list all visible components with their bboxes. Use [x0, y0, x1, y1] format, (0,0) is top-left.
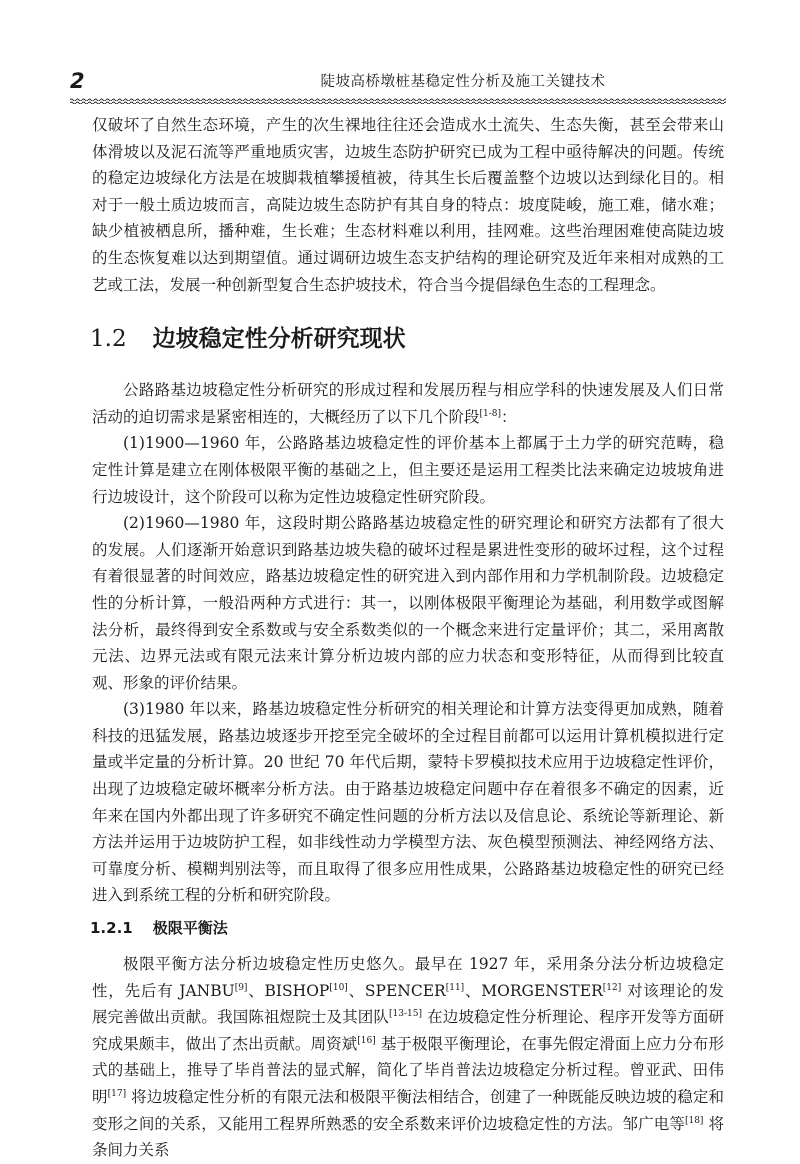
paragraph-limit-equilibrium [92, 951, 724, 1164]
text-segment: 将条间力关系 [92, 1114, 724, 1160]
citation-ref: [11] [445, 982, 465, 993]
page-number: 2 [70, 69, 85, 93]
text-segment: 极限平衡方法分析边坡稳定性历史悠久。最早在 1927 年，采用条分法分析边坡稳定性，先后有 JANBU [92, 955, 724, 1000]
citation-ref: [1-8] [479, 408, 502, 419]
text-segment: 、SPENCER [347, 981, 446, 1000]
header-wavy-rule [70, 98, 726, 104]
running-title: 陡坡高桥墩桩基稳定性分析及施工关键技术 [320, 74, 606, 90]
subsection-number: 1.2.1 [90, 919, 133, 938]
paragraph-ecology: 仅破坏了自然生态环境，产生的次生裸地往往还会造成水土流失、生态失衡，甚至会带来山体滑坡以及泥石流等严重地质灾害，边坡生态防护研究已成为工程中亟待解决的问题。传统的稳定边坡绿化方法是在坡脚栽植攀援植被，待其生长后覆盖整个边坡以达到绿化目的。相对于一般土质边坡而言，高陡边坡生态防护有其自身的特点：坡度陡峻，施工难，储水难；缺少植被栖息所，播种难，生长难；生态材料难以利用，挂网难。这些治理困难使高陡边坡的生态恢复难以达到期望值。通过调研边坡生态支护结构的理论研究及近年来相对成熟的工艺或工法，发展一种创新型复合生态护坡技术，符合当今提倡绿色生态的工程理念。 [92, 116, 724, 294]
text-segment: 、BISHOP [247, 981, 330, 1000]
paragraph-stage-2: (2)1960—1980 年，这段时期公路路基边坡稳定性的研究理论和研究方法都有了很大的发展。人们逐渐开始意识到路基边坡失稳的破坏过程是累进性变形的破坏过程，这个过程有着很显著的时间效应，路基边坡稳定性的研究进入到内部作用和力学机制阶段。边坡稳定性的分析计算，一般沿两种方式进行：其一，以刚体极限平衡理论为基础，利用数学或图解法分析，最终得到安全系数或与安全系数类似的一个概念来进行定量评价；其二，采用离散元法、边界元法或有限元法来计算分析边坡内部的应力状态和变形特征，从而得到比较直观、形象的评价结果。 [92, 514, 724, 692]
text-segment: 基于极限平衡理论，在事先假定滑面上应力分布形式的基础上，推导了毕肖普法的显式解，简化了毕肖普法边坡稳定分析过程。曾亚武、田伟明 [92, 1034, 724, 1106]
page-header [70, 68, 726, 98]
section-heading-1-2 [90, 315, 724, 363]
text-segment: 对该理论的发展完善做出贡献。我国陈祖煜院士及其团队 [92, 981, 725, 1027]
paragraph-intro [92, 377, 724, 430]
body-content [92, 112, 724, 1164]
section-number: 1.2 [90, 326, 127, 353]
citation-ref: [10] [329, 982, 348, 993]
text-segment: 在边坡稳定性分析理论、程序开发等方面研究成果颇丰，做出了杰出贡献。周资斌 [92, 1008, 724, 1053]
citation-ref: [18] [684, 1115, 704, 1126]
section-title: 边坡稳定性分析研究现状 [152, 325, 406, 353]
subsection-title: 极限平衡法 [152, 919, 228, 938]
citation-ref: [17] [107, 1089, 127, 1099]
paragraph-intro-end: ： [501, 407, 517, 426]
subsection-heading-1-2-1 [90, 913, 724, 943]
paragraph-stage-1: (1)1900—1960 年，公路路基边坡稳定性的评价基本上都属于土力学的研究范畴，稳定性计算是建立在刚体极限平衡的基础之上，但主要还是运用工程类比法来确定边坡坡角进行边坡设计，这个阶段可以称为定性边坡稳定性研究阶段。 [92, 434, 724, 506]
text-segment: 将边坡稳定性分析的有限元法和极限平衡法相结合，创建了一种既能反映边坡的稳定和变形之间的关系，又能用工程界所熟悉的安全系数来评价边坡稳定性的方法。邹广电等 [92, 1088, 724, 1133]
citation-ref: [16] [357, 1035, 376, 1046]
citation-ref: [13-15] [389, 1009, 423, 1020]
citation-ref: [9] [234, 982, 248, 993]
paragraph-intro-text: 公路路基边坡稳定性分析研究的形成过程和发展历程与相应学科的快速发展及人们日常活动的迫切需求是紧密相连的，大概经历了以下几个阶段 [92, 381, 724, 426]
text-segment: 、MORGENSTER [464, 981, 603, 1000]
citation-ref: [12] [602, 982, 622, 993]
paragraph-stage-3: (3)1980 年以来，路基边坡稳定性分析研究的相关理论和计算方法变得更加成熟，随着科技的迅猛发展，路基边坡逐步开挖至完全破坏的全过程目前都可以运用计算机模拟进行定量或半定量的分析计算。20 世纪 70 年代后期，蒙特卡罗模拟技术应用于边坡稳定性评价，出现了边坡稳定破坏概率分析方法。由于路基边坡稳定问题中存在着很多不确定的因素，近年来在国内外都出现了许多研究不确定性问题的分析方法以及信息论、系统论等新理论、新方法并运用于边坡防护工程，如非线性动力学模型方法、灰色模型预测法、神经网络方法、可靠度分析、模糊判别法等，而且取得了很多应用性成果，公路路基边坡稳定性的研究已经进入到系统工程的分析和研究阶段。 [92, 700, 724, 905]
